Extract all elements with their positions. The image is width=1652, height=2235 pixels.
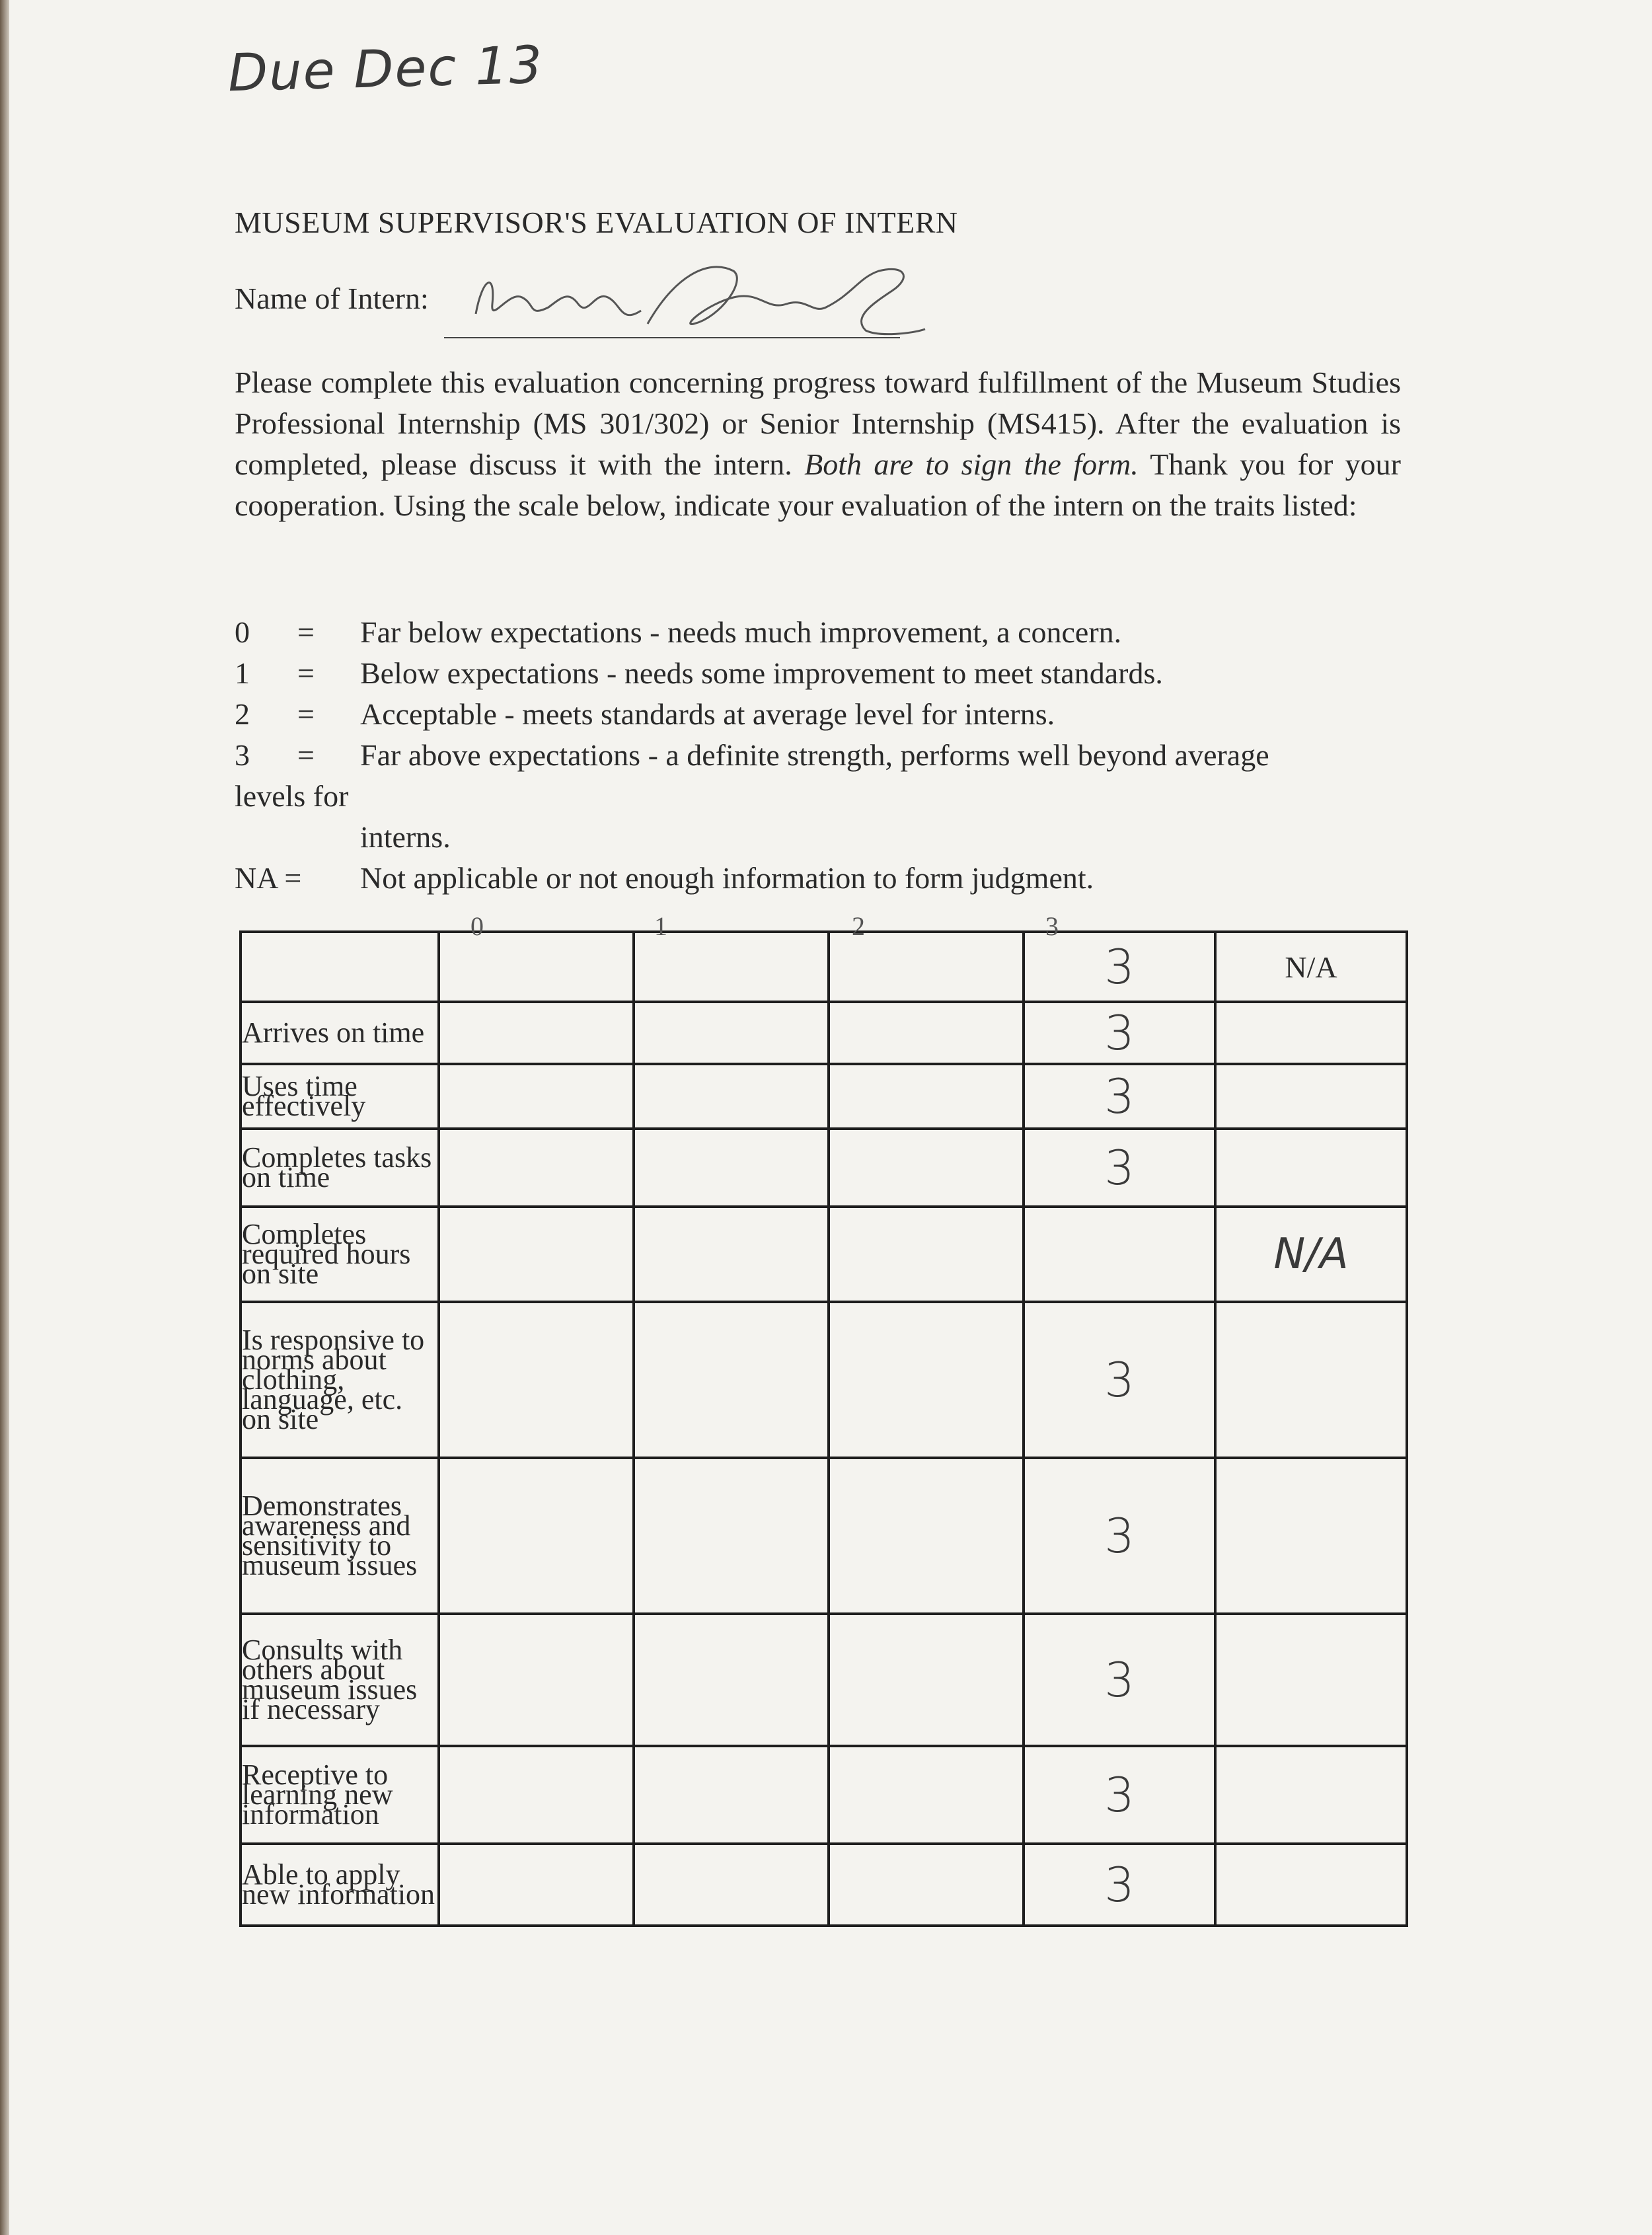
table-row (241, 1458, 1407, 1614)
instructions-text: Please complete this evaluation concerning progress toward fulfillment of the Museum Studies Professional Internship (MS 301/302) or Senior Internship (MS415). After the evaluation is completed, please discuss it with the intern. (235, 365, 1401, 481)
scale-row (235, 656, 1404, 697)
rating-cell-2[interactable] (829, 1002, 1024, 1064)
trait-label: Uses time effectively (241, 1064, 439, 1129)
rating-cell-1[interactable] (634, 1458, 829, 1614)
rating-cell-0[interactable] (439, 1064, 634, 1129)
table-row (241, 1302, 1407, 1458)
scale-na-description: Not applicable or not enough information to form judgment. (360, 861, 1094, 895)
rating-scale (235, 615, 1404, 901)
scale-equals: = (297, 656, 315, 690)
rating-cell-0[interactable] (439, 1002, 634, 1064)
rating-cell-3[interactable]: 3 (1024, 1458, 1215, 1614)
scale-key: 1 (235, 656, 250, 690)
rating-cell-2[interactable] (829, 1302, 1024, 1458)
table-row (241, 1844, 1407, 1926)
rating-cell-1[interactable] (634, 1614, 829, 1746)
scale-description: Far below expectations - needs much improvement, a concern. (360, 615, 1122, 649)
scale-description: Below expectations - needs some improvement to meet standards. (360, 656, 1163, 690)
page-edge (0, 0, 9, 2235)
rating-cell-3[interactable]: 3 (1024, 1002, 1215, 1064)
table-row (241, 1129, 1407, 1207)
header-cell-na: N/A (1215, 932, 1407, 1002)
scale-row (235, 738, 1404, 778)
trait-label: Completes tasks on time (241, 1129, 439, 1207)
rating-cell-2[interactable] (829, 1207, 1024, 1302)
table-row (241, 1746, 1407, 1844)
rating-cell-1[interactable] (634, 1746, 829, 1844)
scale-key: 2 (235, 697, 250, 731)
scale-description: Far above expectations - a definite strength, performs well beyond average (360, 738, 1269, 772)
rating-cell-na[interactable]: N/A (1215, 1207, 1407, 1302)
rating-cell-0[interactable] (439, 1129, 634, 1207)
rating-cell-2[interactable] (829, 1064, 1024, 1129)
scale-row (235, 778, 1404, 819)
rating-cell-3[interactable]: 3 (1024, 1844, 1215, 1926)
rating-cell-1[interactable] (634, 1207, 829, 1302)
rating-cell-na[interactable] (1215, 1746, 1407, 1844)
evaluation-table (239, 930, 1408, 1927)
rating-cell-2[interactable] (829, 1614, 1024, 1746)
trait-label: Demonstrates awareness and sensitivity to museum issues (241, 1458, 439, 1614)
header-cell-2[interactable] (829, 932, 1024, 1002)
rating-cell-na[interactable] (1215, 1302, 1407, 1458)
scale-key: 3 (235, 738, 250, 772)
trait-label: Receptive to learning new information (241, 1746, 439, 1844)
table-row (241, 1002, 1407, 1064)
evaluation-table-wrap (239, 911, 1406, 1927)
rating-cell-0[interactable] (439, 1458, 634, 1614)
header-cell-3[interactable]: 3 (1024, 932, 1215, 1002)
column-label-2: 2 (852, 911, 865, 941)
rating-cell-na[interactable] (1215, 1614, 1407, 1746)
table-row (241, 1614, 1407, 1746)
rating-cell-0[interactable] (439, 1207, 634, 1302)
rating-cell-3[interactable]: 3 (1024, 1746, 1215, 1844)
trait-label: Is responsive to norms about clothing, language, etc. on site (241, 1302, 439, 1458)
rating-cell-0[interactable] (439, 1844, 634, 1926)
instructions-text-2: Thank you for your cooperation. Using the scale below, indicate your evaluation of the intern on the traits listed: (235, 447, 1401, 522)
header-cell-trait (241, 932, 439, 1002)
rating-cell-na[interactable] (1215, 1002, 1407, 1064)
column-label-0: 0 (470, 911, 484, 941)
table-row (241, 1064, 1407, 1129)
trait-label: Consults with others about museum issues if necessary (241, 1614, 439, 1746)
column-label-1: 1 (654, 911, 667, 941)
scale-na-key: NA = (235, 861, 302, 895)
rating-cell-na[interactable] (1215, 1129, 1407, 1207)
scale-row (235, 819, 1404, 860)
rating-cell-3[interactable]: 3 (1024, 1614, 1215, 1746)
due-date-note: Due Dec 13 (227, 35, 544, 104)
scale-equals: = (297, 697, 315, 731)
intern-signature (456, 251, 932, 350)
rating-cell-0[interactable] (439, 1302, 634, 1458)
rating-cell-0[interactable] (439, 1614, 634, 1746)
form-title: MUSEUM SUPERVISOR'S EVALUATION OF INTERN (235, 206, 958, 239)
header-cell-0[interactable] (439, 932, 634, 1002)
scale-interns: interns. (360, 820, 451, 854)
scale-levels-for: levels for (235, 779, 349, 813)
rating-cell-na[interactable] (1215, 1844, 1407, 1926)
rating-cell-3[interactable]: 3 (1024, 1064, 1215, 1129)
rating-cell-2[interactable] (829, 1746, 1024, 1844)
rating-cell-1[interactable] (634, 1844, 829, 1926)
instructions-sign-note: Both are to sign the form. (804, 447, 1139, 481)
table-row (241, 1207, 1407, 1302)
rating-cell-na[interactable] (1215, 1064, 1407, 1129)
rating-cell-1[interactable] (634, 1302, 829, 1458)
column-label-3: 3 (1045, 911, 1059, 941)
scale-description: Acceptable - meets standards at average level for interns. (360, 697, 1055, 731)
instructions-paragraph (235, 362, 1401, 526)
rating-cell-0[interactable] (439, 1746, 634, 1844)
rating-cell-1[interactable] (634, 1002, 829, 1064)
rating-cell-3[interactable]: 3 (1024, 1129, 1215, 1207)
rating-cell-2[interactable] (829, 1844, 1024, 1926)
rating-cell-1[interactable] (634, 1129, 829, 1207)
rating-cell-na[interactable] (1215, 1458, 1407, 1614)
trait-label: Arrives on time (241, 1002, 439, 1064)
intern-name-label: Name of Intern: (235, 282, 429, 315)
rating-cell-1[interactable] (634, 1064, 829, 1129)
rating-cell-2[interactable] (829, 1129, 1024, 1207)
scale-row (235, 860, 1404, 901)
scale-equals: = (297, 738, 315, 772)
header-cell-1[interactable] (634, 932, 829, 1002)
rating-cell-3[interactable]: 3 (1024, 1302, 1215, 1458)
scale-row (235, 697, 1404, 738)
rating-cell-2[interactable] (829, 1458, 1024, 1614)
rating-cell-3[interactable] (1024, 1207, 1215, 1302)
trait-label: Completes required hours on site (241, 1207, 439, 1302)
table-header-row (241, 932, 1407, 1002)
trait-label: Able to apply new information (241, 1844, 439, 1926)
scale-equals: = (297, 615, 315, 649)
scale-row (235, 615, 1404, 656)
scale-key: 0 (235, 615, 250, 649)
